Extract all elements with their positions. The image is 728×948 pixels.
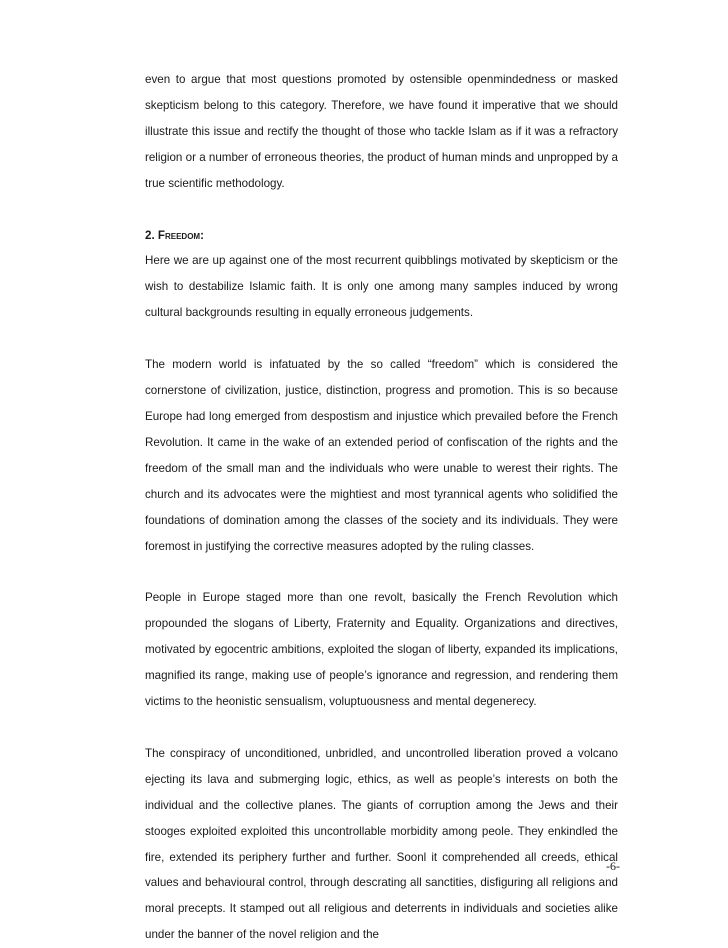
page-number: -6-	[606, 859, 620, 873]
paragraph-gap	[145, 715, 618, 741]
paragraph-conspiracy: The conspiracy of unconditioned, unbridled, and uncontrolled liberation proved a volcano ejecting its lava and submerging logic, ethics, as well as people’s interests on both the individual and the collective planes. The giants of corruption among the Jews and their stooges exploited exploited this uncontrollable morbidity among peole. They enkindled the fire, extended its periphery further and further. Soonl it comprehended all creeds, ethical values and behavioural control, through descrating all sanctities, disfiguring all religions and moral precepts. It stamped out all religious and deterrents in individuals and societies alike under the banner of the novel religion and the	[145, 746, 618, 942]
paragraph-intro: even to argue that most questions promoted by ostensible openmindedness or masked skepticism belong to this category. Therefore, we have found it imperative that we should illustrate this issue and rectify the thought of those who tackle Islam as if it was a refractory religion or a number of erroneous theories, the product of human minds and unpropped by a true scientific methodology.	[145, 73, 618, 190]
document-page	[145, 67, 618, 948]
paragraph-gap	[145, 559, 618, 585]
section-number: 2.	[145, 228, 155, 242]
paragraph-freedom-intro: Here we are up against one of the most recurrent quibblings motivated by skepticism or the wish to destabilize Islamic faith. It is only one among many samples induced by wrong cultural backgrounds resulting in equally erroneous judgements.	[145, 254, 618, 320]
paragraph-revolt: People in Europe staged more than one revolt, basically the French Revolution which propounded the slogans of Liberty, Fraternity and Equality. Organizations and directives, motivated by egocentric ambitions, exploited the slogan of liberty, expanded its implications, magnified its range, making use of people’s ignorance and regression, and rendering them victims to the heonistic sensualism, voluptuousness and mental degenerecy.	[145, 591, 618, 709]
paragraph-modern-world: The modern world is infatuated by the so called “freedom” which is considered the cornerstone of civilization, justice, distinction, progress and promotion. This is so because Europe had long emerged from despostism and injustice which prevailed before the French Revolution. It came in the wake of an extended period of confiscation of the rights and the freedom of the small man and the individuals who were unable to werest their rights. The church and its advocates were the mightiest and most tyrannical agents who solidified the foundations of domination among the classes of the society and its individuals. They were foremost in justifying the corrective measures adopted by the ruling classes.	[145, 358, 618, 553]
section-heading	[145, 223, 618, 249]
paragraph-gap	[145, 197, 618, 223]
paragraph-gap	[145, 326, 618, 352]
section-title: Freedom:	[157, 228, 204, 242]
